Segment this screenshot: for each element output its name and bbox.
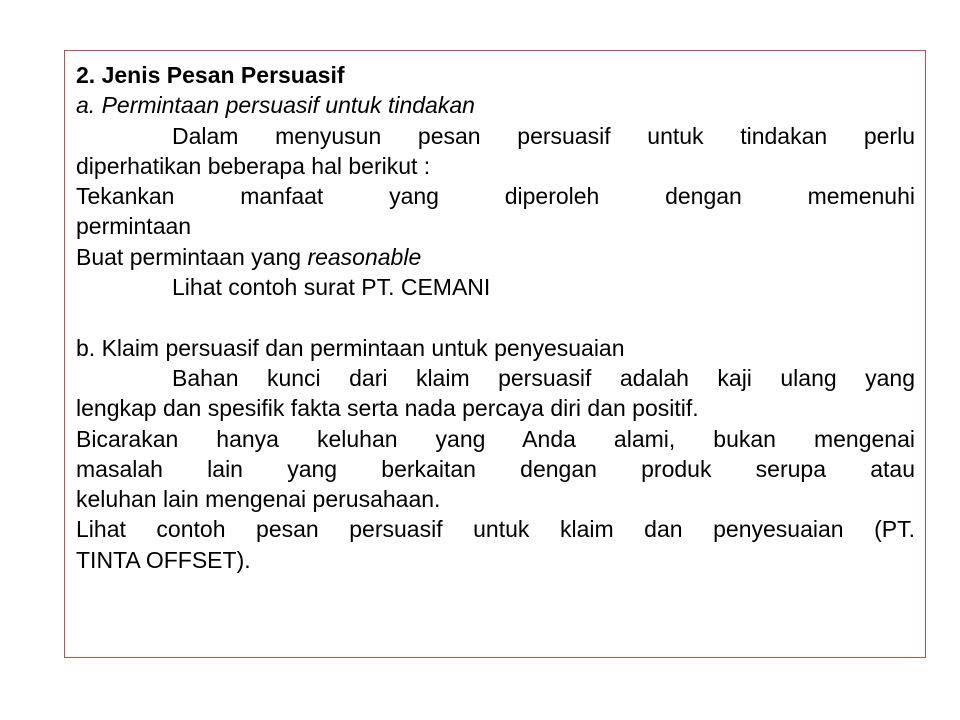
page-title: 2. Jenis Pesan Persuasif [76, 62, 345, 88]
section-b-paragraph-line-2: lengkap dan spesifik fakta serta nada percaya diri dan positif. [76, 395, 699, 422]
section-a-paragraph-line-2: diperhatikan beberapa hal berikut : [76, 152, 431, 179]
section-a-example: Lihat contoh surat PT. CEMANI [172, 274, 491, 301]
section-a-point-1-line-2: permintaan [76, 213, 192, 240]
spacer [76, 302, 915, 332]
section-b-point-1-line-3: keluhan lain mengenai perusahaan. [76, 486, 441, 513]
section-b-example-line-2: TINTA OFFSET). [76, 546, 251, 573]
content-box [64, 50, 926, 658]
section-a-title: a. Permintaan persuasif untuk tindakan [76, 92, 475, 119]
section-b-example-line-1: Lihat contoh pesan persuasif untuk klaim dan penyesuaian (PT. [76, 516, 915, 543]
section-a-point-1-line-1: Tekankan manfaat yang diperoleh dengan memenuhi [76, 183, 915, 210]
section-a-point-2-text: Buat permintaan yang [76, 243, 308, 270]
section-b-title: b. Klaim persuasif dan permintaan untuk penyesuaian [76, 334, 625, 361]
section-a-point-2-italic: reasonable [307, 243, 422, 270]
section-b-point-1-line-1: Bicarakan hanya keluhan yang Anda alami, bukan mengenai [76, 425, 915, 452]
section-a-point-2 [76, 242, 915, 272]
section-b-point-1-line-2: masalah lain yang berkaitan dengan produk serupa atau [76, 455, 915, 482]
section-a-paragraph-line-1: Dalam menyusun pesan persuasif untuk tindakan perlu [172, 122, 915, 149]
section-b-paragraph-line-1: Bahan kunci dari klaim persuasif adalah kaji ulang yang [172, 364, 915, 391]
